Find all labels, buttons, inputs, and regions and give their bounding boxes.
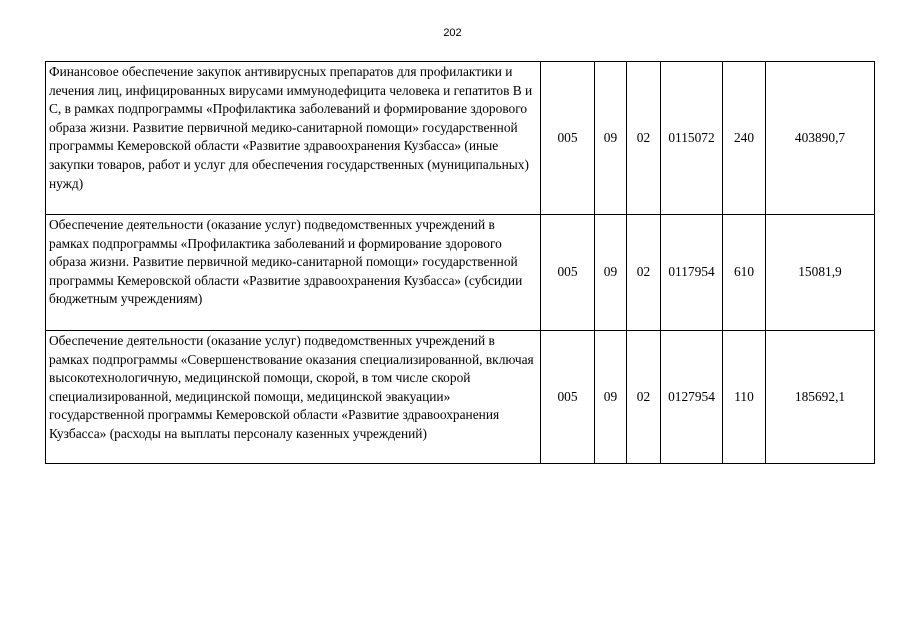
- row-admin-code: 005: [541, 331, 595, 464]
- row-admin-code: 005: [541, 215, 595, 331]
- budget-table: [45, 61, 875, 464]
- table-row: [46, 62, 875, 215]
- row-expense-type: 110: [723, 331, 766, 464]
- row-subsection: 02: [627, 331, 661, 464]
- row-admin-code: 005: [541, 62, 595, 215]
- table-row: [46, 331, 875, 464]
- row-description: Обеспечение деятельности (оказание услуг) подведомственных учреждений в рамках подпрограммы «Профилактика заболеваний и формирование здорового образа жизни. Развитие первичной медико-санитарной помощи» государственной программы Кемеровской области «Развитие здравоохранения Кузбасса» (субсидии бюджетным учреждениям): [46, 215, 541, 331]
- table-row: [46, 215, 875, 331]
- row-description: Финансовое обеспечение закупок антивирусных препаратов для профилактики и лечения лиц, инфицированных вирусами иммунодефицита человека и гепатитов В и С, в рамках подпрограммы «Профилактика заболеваний и формирование здорового образа жизни. Развитие первичной медико-санитарной помощи» государственной программы Кемеровской области «Развитие здравоохранения Кузбасса» (иные закупки товаров, работ и услуг для обеспечения государственных (муниципальных) нужд): [46, 62, 541, 215]
- row-description: Обеспечение деятельности (оказание услуг) подведомственных учреждений в рамках подпрограммы «Совершенствование оказания специализированной, включая высокотехнологичную, медицинской помощи, скорой, в том числе скорой специализированной, медицинской помощи, медицинской эвакуации» государственной программы Кемеровской области «Развитие здравоохранения Кузбасса» (расходы на выплаты персоналу казенных учреждений): [46, 331, 541, 464]
- row-amount: 185692,1: [766, 331, 875, 464]
- row-target-article: 0115072: [661, 62, 723, 215]
- page-number: 202: [443, 27, 462, 39]
- row-amount: 403890,7: [766, 62, 875, 215]
- row-subsection: 02: [627, 62, 661, 215]
- row-expense-type: 240: [723, 62, 766, 215]
- row-subsection: 02: [627, 215, 661, 331]
- row-section: 09: [595, 331, 627, 464]
- row-target-article: 0117954: [661, 215, 723, 331]
- row-target-article: 0127954: [661, 331, 723, 464]
- row-amount: 15081,9: [766, 215, 875, 331]
- row-expense-type: 610: [723, 215, 766, 331]
- row-section: 09: [595, 62, 627, 215]
- row-section: 09: [595, 215, 627, 331]
